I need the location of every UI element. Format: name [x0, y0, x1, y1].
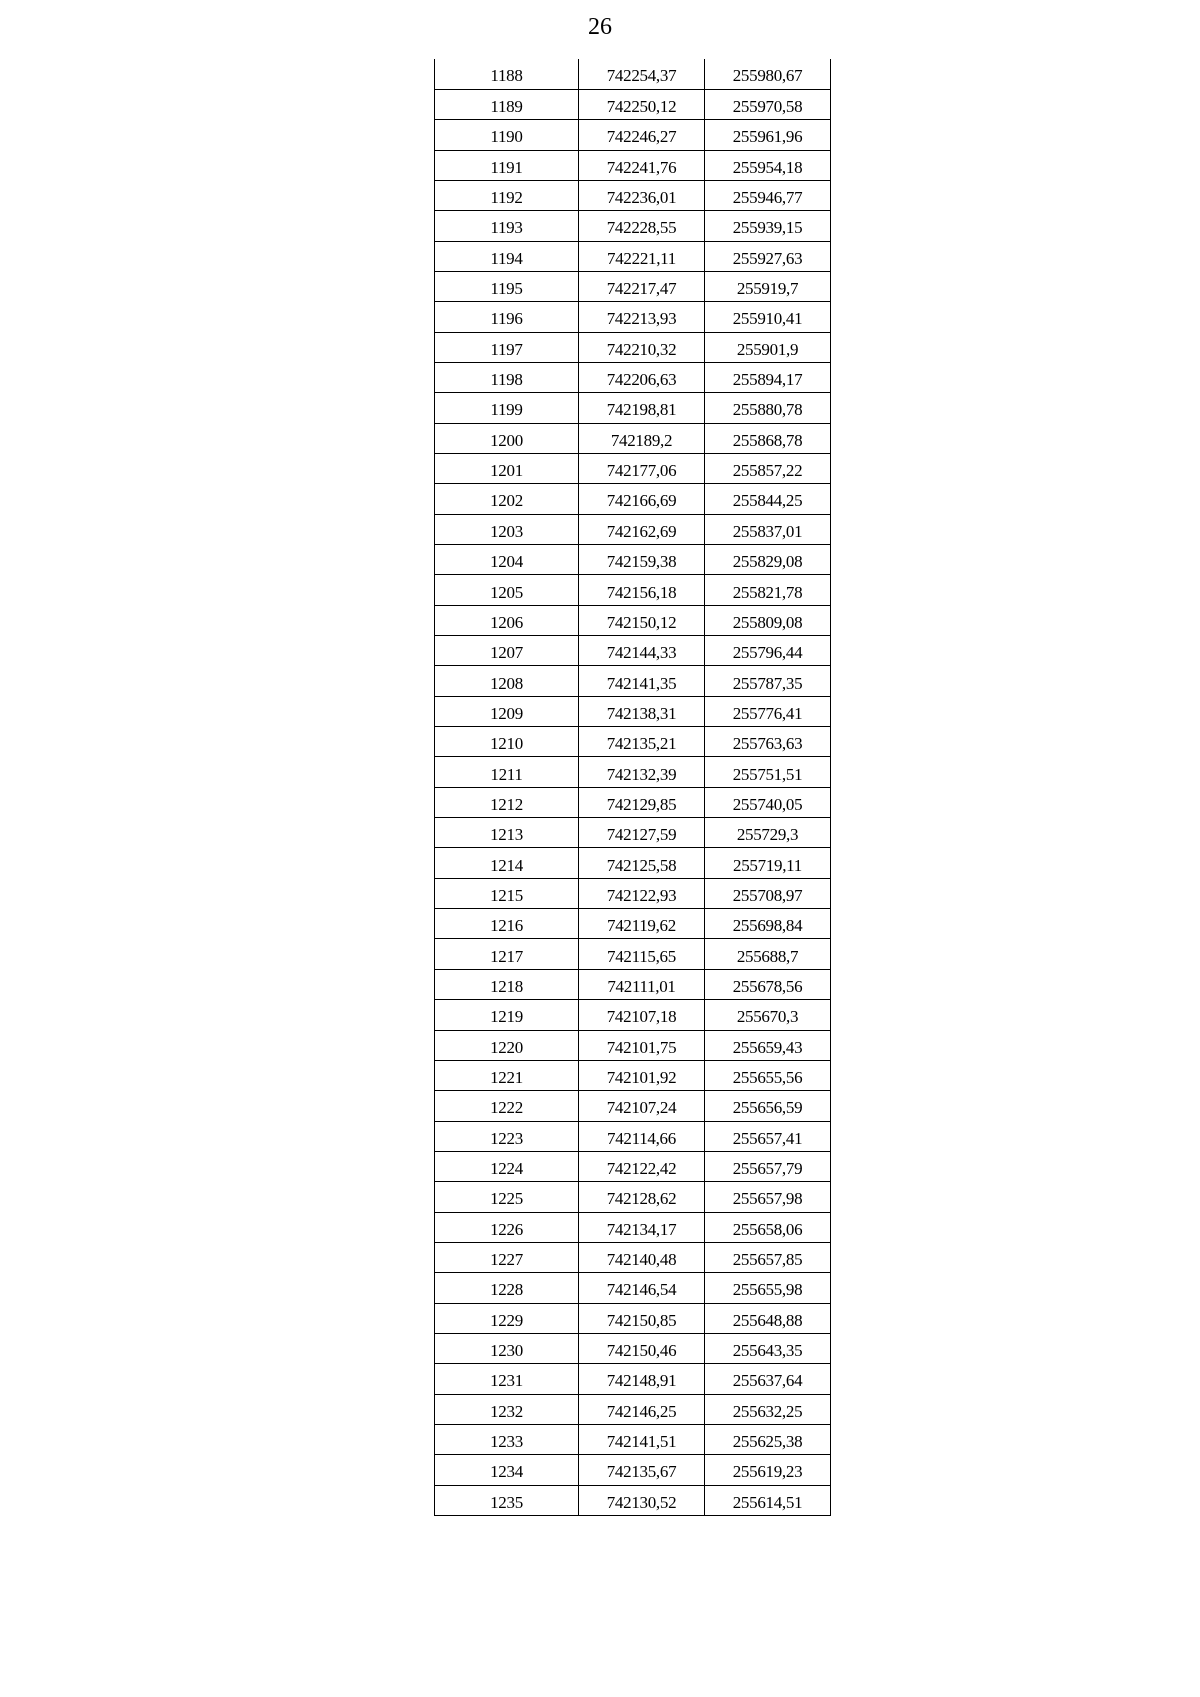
x-coordinate-cell: 742130,52: [579, 1485, 705, 1515]
y-coordinate-cell: 255837,01: [705, 514, 831, 544]
table-row: [435, 332, 831, 362]
point-number-cell: 1210: [435, 727, 579, 757]
y-coordinate-cell: 255844,25: [705, 484, 831, 514]
y-coordinate-cell: 255719,11: [705, 848, 831, 878]
y-coordinate-cell: 255688,7: [705, 939, 831, 969]
point-number-cell: 1219: [435, 1000, 579, 1030]
y-coordinate-cell: 255821,78: [705, 575, 831, 605]
point-number-cell: 1216: [435, 909, 579, 939]
table-row: [435, 1212, 831, 1242]
y-coordinate-cell: 255961,96: [705, 120, 831, 150]
table-row: [435, 1000, 831, 1030]
table-row: [435, 514, 831, 544]
y-coordinate-cell: 255776,41: [705, 696, 831, 726]
point-number-cell: 1233: [435, 1424, 579, 1454]
y-coordinate-cell: 255729,3: [705, 818, 831, 848]
point-number-cell: 1223: [435, 1121, 579, 1151]
table-row: [435, 120, 831, 150]
table-row: [435, 545, 831, 575]
x-coordinate-cell: 742138,31: [579, 696, 705, 726]
point-number-cell: 1201: [435, 453, 579, 483]
x-coordinate-cell: 742189,2: [579, 423, 705, 453]
x-coordinate-cell: 742135,67: [579, 1455, 705, 1485]
point-number-cell: 1229: [435, 1303, 579, 1333]
point-number-cell: 1220: [435, 1030, 579, 1060]
x-coordinate-cell: 742111,01: [579, 969, 705, 999]
coordinates-table: [434, 59, 831, 1516]
point-number-cell: 1211: [435, 757, 579, 787]
point-number-cell: 1225: [435, 1182, 579, 1212]
y-coordinate-cell: 255751,51: [705, 757, 831, 787]
x-coordinate-cell: 742141,35: [579, 666, 705, 696]
y-coordinate-cell: 255655,56: [705, 1060, 831, 1090]
y-coordinate-cell: 255880,78: [705, 393, 831, 423]
point-number-cell: 1217: [435, 939, 579, 969]
table-row: [435, 969, 831, 999]
y-coordinate-cell: 255643,35: [705, 1333, 831, 1363]
x-coordinate-cell: 742250,12: [579, 89, 705, 119]
table-row: [435, 423, 831, 453]
table-row: [435, 1394, 831, 1424]
x-coordinate-cell: 742132,39: [579, 757, 705, 787]
point-number-cell: 1190: [435, 120, 579, 150]
point-number-cell: 1188: [435, 59, 579, 89]
x-coordinate-cell: 742134,17: [579, 1212, 705, 1242]
y-coordinate-cell: 255655,98: [705, 1273, 831, 1303]
point-number-cell: 1209: [435, 696, 579, 726]
y-coordinate-cell: 255901,9: [705, 332, 831, 362]
x-coordinate-cell: 742150,85: [579, 1303, 705, 1333]
point-number-cell: 1199: [435, 393, 579, 423]
table-row: [435, 1030, 831, 1060]
x-coordinate-cell: 742217,47: [579, 271, 705, 301]
table-row: [435, 757, 831, 787]
table-row: [435, 1121, 831, 1151]
x-coordinate-cell: 742146,25: [579, 1394, 705, 1424]
table-row: [435, 362, 831, 392]
table-row: [435, 878, 831, 908]
point-number-cell: 1212: [435, 787, 579, 817]
point-number-cell: 1214: [435, 848, 579, 878]
point-number-cell: 1218: [435, 969, 579, 999]
table-row: [435, 727, 831, 757]
y-coordinate-cell: 255670,3: [705, 1000, 831, 1030]
point-number-cell: 1198: [435, 362, 579, 392]
y-coordinate-cell: 255657,79: [705, 1151, 831, 1181]
x-coordinate-cell: 742228,55: [579, 211, 705, 241]
point-number-cell: 1195: [435, 271, 579, 301]
point-number-cell: 1228: [435, 1273, 579, 1303]
x-coordinate-cell: 742254,37: [579, 59, 705, 89]
table-row: [435, 605, 831, 635]
point-number-cell: 1224: [435, 1151, 579, 1181]
table-row: [435, 909, 831, 939]
point-number-cell: 1222: [435, 1091, 579, 1121]
y-coordinate-cell: 255868,78: [705, 423, 831, 453]
point-number-cell: 1208: [435, 666, 579, 696]
y-coordinate-cell: 255809,08: [705, 605, 831, 635]
y-coordinate-cell: 255829,08: [705, 545, 831, 575]
y-coordinate-cell: 255657,41: [705, 1121, 831, 1151]
point-number-cell: 1196: [435, 302, 579, 332]
y-coordinate-cell: 255796,44: [705, 636, 831, 666]
x-coordinate-cell: 742122,42: [579, 1151, 705, 1181]
x-coordinate-cell: 742129,85: [579, 787, 705, 817]
table-row: [435, 89, 831, 119]
point-number-cell: 1205: [435, 575, 579, 605]
y-coordinate-cell: 255927,63: [705, 241, 831, 271]
point-number-cell: 1191: [435, 150, 579, 180]
x-coordinate-cell: 742156,18: [579, 575, 705, 605]
x-coordinate-cell: 742115,65: [579, 939, 705, 969]
table-row: [435, 1364, 831, 1394]
y-coordinate-cell: 255637,64: [705, 1364, 831, 1394]
table-row: [435, 150, 831, 180]
table-row: [435, 1485, 831, 1515]
y-coordinate-cell: 255619,23: [705, 1455, 831, 1485]
y-coordinate-cell: 255657,98: [705, 1182, 831, 1212]
x-coordinate-cell: 742236,01: [579, 180, 705, 210]
table-row: [435, 666, 831, 696]
table-row: [435, 453, 831, 483]
point-number-cell: 1207: [435, 636, 579, 666]
point-number-cell: 1227: [435, 1242, 579, 1272]
x-coordinate-cell: 742101,92: [579, 1060, 705, 1090]
x-coordinate-cell: 742177,06: [579, 453, 705, 483]
y-coordinate-cell: 255980,67: [705, 59, 831, 89]
x-coordinate-cell: 742107,18: [579, 1000, 705, 1030]
table-row: [435, 1303, 831, 1333]
point-number-cell: 1231: [435, 1364, 579, 1394]
x-coordinate-cell: 742162,69: [579, 514, 705, 544]
y-coordinate-cell: 255946,77: [705, 180, 831, 210]
x-coordinate-cell: 742150,46: [579, 1333, 705, 1363]
x-coordinate-cell: 742150,12: [579, 605, 705, 635]
point-number-cell: 1221: [435, 1060, 579, 1090]
x-coordinate-cell: 742128,62: [579, 1182, 705, 1212]
y-coordinate-cell: 255970,58: [705, 89, 831, 119]
x-coordinate-cell: 742125,58: [579, 848, 705, 878]
table-row: [435, 393, 831, 423]
x-coordinate-cell: 742246,27: [579, 120, 705, 150]
table-row: [435, 1455, 831, 1485]
y-coordinate-cell: 255857,22: [705, 453, 831, 483]
table-row: [435, 939, 831, 969]
table-row: [435, 1151, 831, 1181]
table-row: [435, 302, 831, 332]
x-coordinate-cell: 742148,91: [579, 1364, 705, 1394]
table-row: [435, 1273, 831, 1303]
x-coordinate-cell: 742107,24: [579, 1091, 705, 1121]
y-coordinate-cell: 255910,41: [705, 302, 831, 332]
y-coordinate-cell: 255708,97: [705, 878, 831, 908]
y-coordinate-cell: 255678,56: [705, 969, 831, 999]
x-coordinate-cell: 742206,63: [579, 362, 705, 392]
x-coordinate-cell: 742141,51: [579, 1424, 705, 1454]
point-number-cell: 1200: [435, 423, 579, 453]
x-coordinate-cell: 742241,76: [579, 150, 705, 180]
point-number-cell: 1203: [435, 514, 579, 544]
table-row: [435, 1424, 831, 1454]
y-coordinate-cell: 255659,43: [705, 1030, 831, 1060]
page-number: 26: [588, 14, 612, 40]
x-coordinate-cell: 742213,93: [579, 302, 705, 332]
point-number-cell: 1215: [435, 878, 579, 908]
point-number-cell: 1234: [435, 1455, 579, 1485]
x-coordinate-cell: 742119,62: [579, 909, 705, 939]
coordinates-table-body: [435, 59, 831, 1516]
x-coordinate-cell: 742221,11: [579, 241, 705, 271]
x-coordinate-cell: 742122,93: [579, 878, 705, 908]
y-coordinate-cell: 255954,18: [705, 150, 831, 180]
y-coordinate-cell: 255657,85: [705, 1242, 831, 1272]
point-number-cell: 1235: [435, 1485, 579, 1515]
x-coordinate-cell: 742210,32: [579, 332, 705, 362]
y-coordinate-cell: 255632,25: [705, 1394, 831, 1424]
table-row: [435, 484, 831, 514]
point-number-cell: 1232: [435, 1394, 579, 1424]
y-coordinate-cell: 255740,05: [705, 787, 831, 817]
x-coordinate-cell: 742146,54: [579, 1273, 705, 1303]
x-coordinate-cell: 742166,69: [579, 484, 705, 514]
y-coordinate-cell: 255625,38: [705, 1424, 831, 1454]
table-row: [435, 818, 831, 848]
table-row: [435, 787, 831, 817]
point-number-cell: 1197: [435, 332, 579, 362]
point-number-cell: 1194: [435, 241, 579, 271]
point-number-cell: 1206: [435, 605, 579, 635]
point-number-cell: 1202: [435, 484, 579, 514]
y-coordinate-cell: 255656,59: [705, 1091, 831, 1121]
y-coordinate-cell: 255648,88: [705, 1303, 831, 1333]
x-coordinate-cell: 742135,21: [579, 727, 705, 757]
table-row: [435, 1333, 831, 1363]
point-number-cell: 1192: [435, 180, 579, 210]
y-coordinate-cell: 255658,06: [705, 1212, 831, 1242]
x-coordinate-cell: 742114,66: [579, 1121, 705, 1151]
table-row: [435, 59, 831, 89]
point-number-cell: 1213: [435, 818, 579, 848]
y-coordinate-cell: 255939,15: [705, 211, 831, 241]
table-row: [435, 636, 831, 666]
x-coordinate-cell: 742144,33: [579, 636, 705, 666]
y-coordinate-cell: 255763,63: [705, 727, 831, 757]
table-row: [435, 1182, 831, 1212]
y-coordinate-cell: 255894,17: [705, 362, 831, 392]
table-row: [435, 211, 831, 241]
table-row: [435, 180, 831, 210]
table-row: [435, 575, 831, 605]
point-number-cell: 1204: [435, 545, 579, 575]
table-row: [435, 848, 831, 878]
table-row: [435, 241, 831, 271]
y-coordinate-cell: 255614,51: [705, 1485, 831, 1515]
point-number-cell: 1230: [435, 1333, 579, 1363]
x-coordinate-cell: 742140,48: [579, 1242, 705, 1272]
table-row: [435, 1060, 831, 1090]
y-coordinate-cell: 255698,84: [705, 909, 831, 939]
table-row: [435, 1242, 831, 1272]
y-coordinate-cell: 255787,35: [705, 666, 831, 696]
x-coordinate-cell: 742101,75: [579, 1030, 705, 1060]
point-number-cell: 1226: [435, 1212, 579, 1242]
y-coordinate-cell: 255919,7: [705, 271, 831, 301]
table-row: [435, 1091, 831, 1121]
x-coordinate-cell: 742127,59: [579, 818, 705, 848]
table-row: [435, 271, 831, 301]
point-number-cell: 1193: [435, 211, 579, 241]
x-coordinate-cell: 742198,81: [579, 393, 705, 423]
point-number-cell: 1189: [435, 89, 579, 119]
table-row: [435, 696, 831, 726]
x-coordinate-cell: 742159,38: [579, 545, 705, 575]
